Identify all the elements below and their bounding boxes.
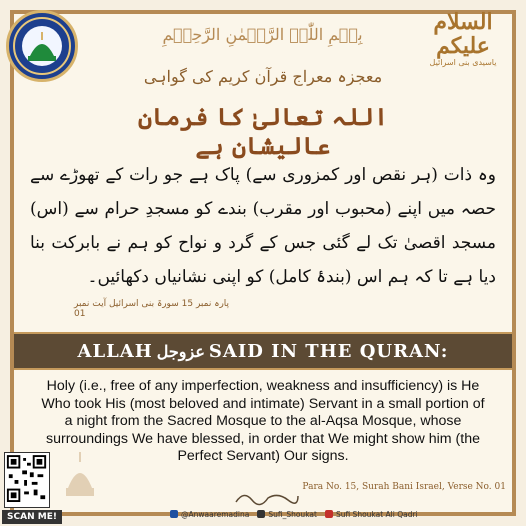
bismillah: بِسۡمِ اللّٰہِ الرَّحۡمٰنِ الرَّحِیۡمِ — [162, 25, 363, 44]
social-handle-1: @Anwaaremadina — [181, 509, 250, 519]
subtitle: معجزہ معراج قرآن کریم کی گواہی — [143, 67, 383, 86]
band-said: SAID IN THE QURAN: — [208, 340, 449, 362]
english-translation: Holy (i.e., free of any imperfection, weakness and insufficiency) is He Who took His (most beloved and intimate) Servant in a small portion of a night from the Sacred Mosque to the al-Aqsa Mosque, whose surroundings We have blessed, in order that We might show him (the Perfect Servant) Our signs. — [41, 378, 485, 465]
salam-line-1: السلام — [433, 9, 493, 35]
social-item-2[interactable] — [257, 510, 317, 519]
scan-me-label: SCAN ME! — [2, 510, 62, 524]
english-reference: Para No. 15, Surah Bani Israel, Verse No. 01 — [302, 482, 506, 492]
social-item-1[interactable] — [170, 510, 249, 519]
social-handle-2: Sufi_Shoukat — [268, 509, 317, 519]
salam-corner — [408, 10, 518, 68]
signature-logo — [232, 488, 302, 506]
social-handle-3: Sufi Shoukat Ali Qadri — [335, 509, 418, 519]
salam-small: یاسیدی بنی اسرائیل — [429, 58, 497, 67]
mosque-icon — [60, 448, 100, 498]
urdu-translation: وہ ذات (ہر نقص اور کمزوری سے) پاک ہے جو رات کے تھوڑے سے حصہ میں اپنے (محبوب اور مقرب) بندے کو مسجدِ حرام سے (اس) مسجد اقصیٰ تک لے گئی جس کے گرد و نواح کو ہم نے بابرکت بنا دیا ہے تا کہ ہم اس (بندۂ کامل) کو اپنی نشانیاں دکھائیں۔ — [30, 165, 496, 287]
madina-logo — [6, 10, 78, 82]
social-handles — [170, 506, 418, 522]
qr-code[interactable] — [4, 452, 50, 508]
band-arabic: عزوجل — [156, 341, 205, 361]
urdu-reference: پارہ نمبر 15 سورۃ بنی اسرائیل آیت نمبر 01 — [74, 299, 230, 319]
title: اللہ تعالیٰ کا فرمان عالیشان ہے — [137, 102, 389, 160]
salam-line-2: علیکم — [436, 33, 490, 59]
facebook-icon — [170, 510, 178, 518]
green-dome-icon — [12, 16, 72, 76]
x-icon — [257, 510, 265, 518]
social-item-3[interactable] — [325, 510, 418, 519]
quran-band — [14, 332, 512, 370]
youtube-icon — [325, 510, 333, 518]
qr-code-icon — [5, 453, 49, 507]
band-allah: ALLAH — [77, 340, 153, 362]
